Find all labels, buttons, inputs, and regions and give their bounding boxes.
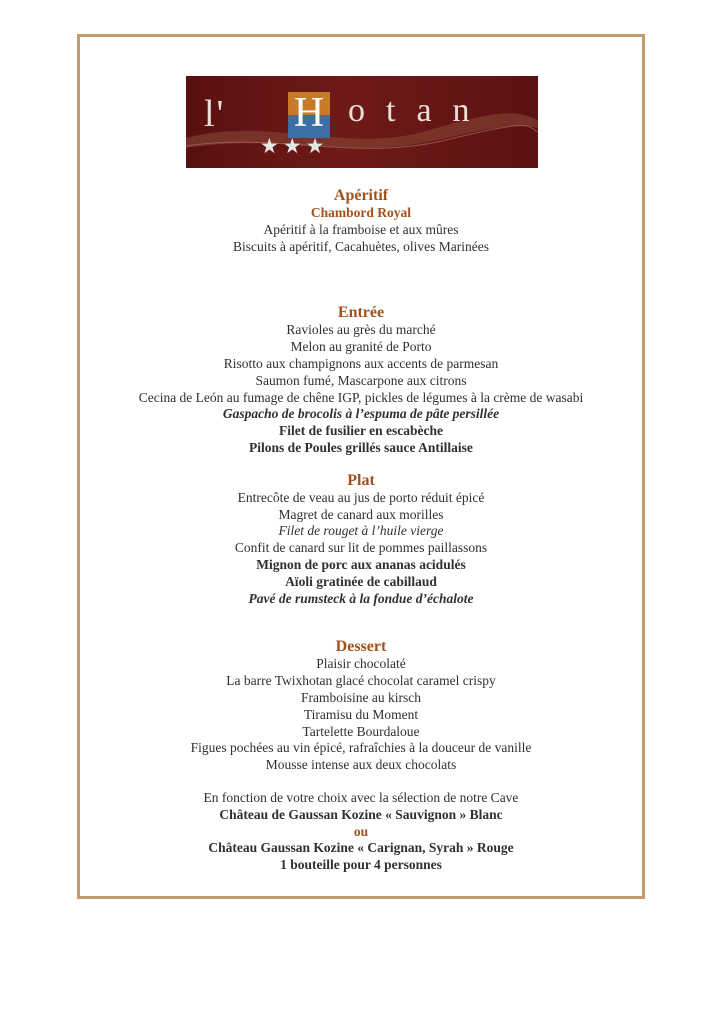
entree-item: Cecina de León au fumage de chêne IGP, pickles de légumes à la crème de wasabi — [138, 389, 584, 405]
dessert-item: Mousse intense aux deux chocolats — [265, 757, 457, 773]
dessert-item: Framboisine au kirsch — [301, 689, 421, 705]
plat-item: Entrecôte de veau au jus de porto réduit épicé — [237, 489, 485, 505]
entree-item: Gaspacho de brocolis à l’espuma de pâte persillée — [222, 406, 500, 422]
dessert-title: Dessert — [335, 638, 387, 656]
aperitif-item: Biscuits à apéritif, Cacahuètes, olives Marinées — [232, 238, 490, 254]
plat-title: Plat — [347, 471, 375, 489]
entree-item: Risotto aux champignons aux accents de parmesan — [223, 355, 499, 371]
entree-item: Pilons de Poules grillés sauce Antillaise — [249, 439, 473, 455]
plat-item: Confit de canard sur lit de pommes paillassons — [234, 540, 488, 556]
dessert-item: Tartelette Bourdaloue — [302, 723, 420, 739]
logo-prefix: l' — [204, 93, 226, 135]
menu-content — [80, 186, 642, 874]
plat-item: Pavé de rumsteck à la fondue d’échalote — [248, 590, 474, 606]
aperitif-title: Apéritif — [333, 187, 389, 204]
plat-item: Filet de rouget à l’huile vierge — [278, 523, 444, 539]
dessert-item: Plaisir chocolaté — [316, 656, 406, 672]
entree-title: Entrée — [337, 304, 385, 322]
star-rating: ★★★ — [260, 134, 329, 158]
dessert-item: Tiramisu du Moment — [303, 706, 419, 722]
entree-item: Filet de fusilier en escabèche — [279, 423, 443, 439]
logo-letter: H — [293, 90, 325, 136]
wine-or: ou — [353, 823, 369, 839]
dessert-item: Figues pochées au vin épicé, rafraîchies à la douceur de vanille — [190, 740, 532, 756]
plat-item: Magret de canard aux morilles — [278, 506, 444, 522]
entree-item: Melon au granité de Porto — [290, 339, 432, 355]
plat-item: Aïoli gratinée de cabillaud — [285, 573, 437, 589]
entree-item: Ravioles au grès du marché — [286, 322, 436, 338]
wine-option-red: Château Gaussan Kozine « Carignan, Syrah » Rouge — [208, 840, 514, 856]
aperitif-subtitle: Chambord Royal — [310, 205, 412, 220]
hotel-logo — [186, 76, 538, 168]
wine-option-white: Château de Gaussan Kozine « Sauvignon » Blanc — [219, 806, 503, 822]
aperitif-item: Apéritif à la framboise et aux mûres — [263, 221, 459, 237]
wine-quantity: 1 bouteille pour 4 personnes — [280, 857, 442, 873]
wine-intro: En fonction de votre choix avec la sélection de notre Cave — [203, 789, 519, 805]
logo-h-badge — [288, 92, 330, 138]
entree-item: Saumon fumé, Mascarpone aux citrons — [255, 372, 467, 388]
dessert-item: La barre Twixhotan glacé chocolat caramel crispy — [226, 673, 496, 689]
plat-item: Mignon de porc aux ananas acidulés — [256, 556, 466, 572]
logo-suffix: otan — [348, 92, 491, 129]
